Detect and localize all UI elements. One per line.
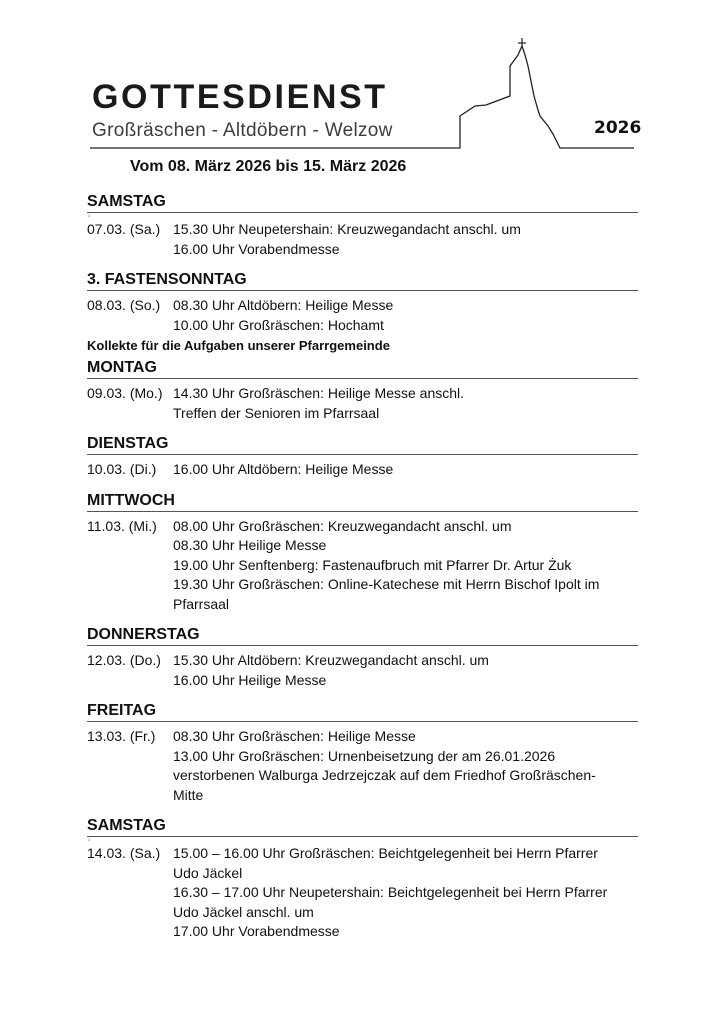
entry-line: Treffen der Senioren im Pfarrsaal [173, 404, 380, 421]
day-heading: DONNERSTAG [87, 622, 638, 646]
entry-line: 17.00 Uhr Vorabendmesse [173, 923, 340, 939]
entry-line: 16.30 – 17.00 Uhr Neupetershain: Beichtgelegenheit bei Herrn Pfarrer [173, 884, 608, 900]
entry-details [173, 384, 638, 423]
entry-date: 11.03. (Mi.) [87, 517, 157, 534]
entry-line: 16.00 Uhr Altdöbern: Heilige Messe [173, 461, 394, 477]
entry-line: Udo Jäckel anschl. um [173, 903, 314, 920]
day-section [87, 431, 638, 488]
entry-line: Mitte [173, 786, 204, 803]
entry-date: 08.03. (So.) [87, 297, 161, 313]
day-heading: 3. FASTENSONNTAG [87, 267, 638, 291]
entry-line: 08.30 Uhr Altdöbern: Heilige Messe [173, 297, 394, 313]
day-section [87, 267, 638, 355]
page-title: GOTTESDIENST [92, 78, 388, 116]
parish-names: Großräschen - Altdöbern - Welzow [92, 120, 393, 141]
collection-note: Kollekte für die Aufgaben unserer Pfarrgemeinde [87, 338, 390, 353]
entry-line: 16.00 Uhr Vorabendmesse [173, 240, 340, 257]
day-section [87, 698, 638, 813]
entry-date: 09.03. (Mo.) [87, 385, 163, 401]
entry-line: 15.00 – 16.00 Uhr Großräschen: Beichtgelegenheit bei Herrn Pfarrer [173, 845, 598, 861]
day-section [87, 813, 638, 950]
page-header [0, 0, 724, 190]
entry-details [173, 296, 638, 335]
entry-date: 14.03. (Sa.) [87, 845, 161, 861]
entry-details [173, 844, 638, 942]
year-label: 2026 [594, 118, 642, 138]
service-entry [87, 455, 638, 480]
schedule [87, 189, 638, 950]
entry-line: Pfarrsaal [173, 595, 230, 612]
entry-line: 15.30 Uhr Neupetershain: Kreuzwegandacht anschl. um [173, 221, 521, 237]
entry-line: 16.00 Uhr Heilige Messe [173, 671, 327, 688]
day-section [87, 488, 638, 623]
date-range: Vom 08. März 2026 bis 15. März 2026 [130, 158, 407, 175]
day-heading: MITTWOCH [87, 488, 638, 512]
entry-details [173, 517, 638, 615]
entry-date: 10.03. (Di.) [87, 461, 157, 477]
day-heading: SAMSTAG [87, 189, 638, 213]
entry-date: 07.03. (Sa.) [87, 221, 161, 237]
service-entry [87, 512, 638, 615]
service-entry [87, 842, 638, 942]
service-entry [87, 218, 638, 259]
small-mark: 2 [88, 213, 91, 218]
entry-line: 15.30 Uhr Altdöbern: Kreuzwegandacht anschl. um [173, 652, 489, 668]
service-entry [87, 291, 638, 335]
entry-line: 19.00 Uhr Senftenberg: Fastenaufbruch mit Pfarrer Dr. Artur Żuk [173, 556, 572, 573]
day-section [87, 189, 638, 267]
entry-details [173, 651, 638, 690]
entry-line: Udo Jäckel [173, 864, 243, 881]
entry-line: verstorbenen Walburga Jedrzejczak auf dem Friedhof Großräschen- [173, 767, 596, 783]
service-entry [87, 646, 638, 690]
entry-line: 08.30 Uhr Großräschen: Heilige Messe [173, 728, 416, 744]
entry-details [173, 460, 638, 480]
entry-date: 13.03. (Fr.) [87, 728, 156, 744]
entry-date: 12.03. (Do.) [87, 652, 161, 668]
entry-line: 13.00 Uhr Großräschen: Urnenbeisetzung der am 26.01.2026 [173, 747, 556, 764]
entry-line: 14.30 Uhr Großräschen: Heilige Messe anschl. [173, 385, 465, 401]
day-section [87, 355, 638, 431]
entry-details [173, 220, 638, 259]
day-heading: DIENSTAG [87, 431, 638, 455]
service-entry [87, 722, 638, 805]
entry-line: 08.00 Uhr Großräschen: Kreuzwegandacht anschl. um [173, 517, 512, 534]
small-mark: 2 [88, 837, 91, 842]
entry-details [173, 727, 638, 805]
entry-line: 08.30 Uhr Heilige Messe [173, 537, 327, 553]
day-heading: FREITAG [87, 698, 638, 722]
day-heading: MONTAG [87, 355, 638, 379]
entry-line: 19.30 Uhr Großräschen: Online-Katechese mit Herrn Bischof Ipolt im [173, 576, 600, 592]
day-section [87, 622, 638, 698]
day-heading: SAMSTAG [87, 813, 638, 837]
service-entry [87, 379, 638, 423]
entry-line: 10.00 Uhr Großräschen: Hochamt [173, 316, 384, 333]
